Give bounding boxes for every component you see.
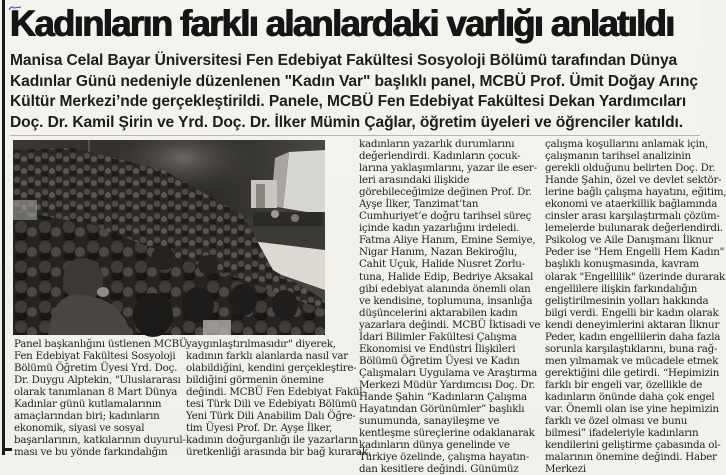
column-line: Nigar Hanım, Nazan Bekiroğlu,: [359, 246, 518, 259]
column-line: Panel başkanlığını üstlenen MCBÜ: [14, 338, 188, 350]
column-line: Peder, kadın engellilerin daha fazla: [545, 330, 721, 343]
column-line: sunumunda, sanayileşme ve: [359, 415, 500, 428]
column-line: çalışmanın tarihsel analizinin: [545, 150, 691, 163]
column-line: İdari Bilimler Fakültesi Çalışma: [359, 330, 517, 343]
lead-paragraph: [10, 51, 700, 133]
column-line: kadınların önünde daha çok engel: [545, 390, 715, 403]
column-line: olabildiğini, kendini gerçekleştire-: [186, 362, 357, 375]
column-line: Cumhuriyet’e doğru tarihsel süreç: [359, 210, 532, 223]
column-line: tuna, Halide Edip, Bedriye Aksakal: [359, 270, 534, 283]
column-line: Bölümü Öğretim Üyesi Yrd. Doç.: [14, 362, 178, 375]
lead-line: Manisa Celal Bayar Üniversitesi Fen Edebiyat Fakültesi Sosyoloji Bölümü tarafından Dünya: [10, 52, 678, 69]
column-line: ması ve bu yönde farkındalığın: [14, 446, 168, 459]
column-line: larına yaklaşımlarını, yazar ile eser-: [359, 162, 537, 175]
column-line: kadınların yazarlık durumlarını: [359, 138, 515, 150]
column-line: cinsler arası karşılaştırmalı çözüm-: [545, 210, 720, 223]
lead-line: Doç. Dr. Kamil Şirin ve Yrd. Doç. Dr. İlker Mümin Çağlar, öğretim üyeleri ve öğrenciler katıldı.: [10, 113, 683, 131]
column-line: olarak "Engellilik" üzerinde durarak: [545, 270, 726, 283]
column-line: düşüncelerini aktarabilen kadın: [359, 306, 518, 319]
column-line: olarak tanımlanan 8 Mart Dünya: [14, 386, 178, 399]
column-line: bildiğini görmenin önemine: [186, 374, 324, 387]
column-line: dan kesitlere değindi. Günümüz: [359, 463, 519, 475]
audience-photo-image: [13, 140, 325, 335]
column-line: ekonomi ve ataerkillik bağlamında: [545, 198, 718, 211]
column-line: başlıklı konuşmasında, kavram: [545, 258, 699, 271]
border-corner: [2, 448, 12, 451]
column-line: kadının farklı alanlarda nasıl var: [186, 350, 348, 363]
column-line: lemelerde bulunarak değerlendirdi.: [545, 222, 723, 235]
column-line: tesi Türk Dili ve Edebiyatı Bölümü: [186, 398, 357, 411]
column-line: sorunla karşılaştıklarını, buna rağ-: [545, 342, 718, 355]
column-line: Hande Şahin “Kadınların Çalışma: [359, 390, 527, 403]
column-line: kadınların dünya genelinde ve: [359, 439, 510, 452]
column-line: Psikolog ve Aile Danışmanı İlknur: [545, 234, 713, 247]
column-line: kentleşme süreçlerine odaklanarak: [359, 427, 535, 440]
article-column-2: [186, 338, 371, 459]
column-line: Hande Şahin, özel ve devlet sektör-: [545, 174, 722, 187]
column-line: Fen Edebiyat Fakültesi Sosyoloji: [14, 350, 176, 363]
column-line: tim Üyesi Prof. Dr. Ayşe İlker,: [186, 422, 333, 435]
column-line: içinde kadın yazarlığını irdeledi.: [359, 222, 520, 235]
column-line: Türkiye özelinde, çalışma hayatın-: [359, 451, 530, 464]
column-line: üretkenliği arasında bir bağ kurarak,: [186, 446, 371, 459]
column-line: Çalışmaları Uygulama ve Araştırma: [359, 366, 538, 379]
column-line: Ayşe İlker, Tanzimat’tan: [359, 198, 479, 211]
column-line: leri arasındaki ilişkide: [359, 174, 470, 187]
column-line: değindi. MCBÜ Fen Edebiyat Fakül-: [186, 386, 366, 399]
column-line: bilmesi” ifadeleriyle kadınların: [545, 427, 699, 440]
column-line: lerine bağlı çalışma hayatını, eğitim,: [545, 186, 726, 199]
column-line: kadının doğurganlığı ile yazarların: [186, 434, 359, 447]
column-line: malarının önemine değindi. Haber: [545, 451, 717, 464]
column-line: var. Önemli olan ise yine hepimizin: [545, 403, 719, 416]
conference-hall-photo: [13, 140, 325, 335]
divider: [10, 135, 700, 136]
column-line: ekonomik, siyasi ve sosyal: [14, 422, 145, 435]
column-line: bilgi verdi. Engelli bir kadın olarak: [545, 306, 719, 319]
column-line: Yeni Türk Dili Anabilim Dalı Öğre-: [186, 410, 356, 423]
column-line: başarılarının, katkılarının duyurul-: [14, 434, 186, 447]
left-border-rule: [2, 0, 5, 455]
column-line: geliştirilmesinin yolları hakkında: [545, 294, 709, 307]
column-line: men yılmamak ve mücadele etmek: [545, 354, 719, 367]
column-line: farklı bir engeli var, özellikle de: [545, 378, 703, 391]
column-line: farklı ve özel olması ve bunu: [545, 415, 688, 428]
column-line: kendilerini geliştirme çabasında ol-: [545, 439, 721, 452]
column-line: Peder ise "Hem Engelli Hem Kadın": [545, 246, 725, 259]
column-line: yaygınlaştırılmasıdır" diyerek,: [186, 338, 336, 350]
column-line: Cahit Uçuk, Halide Nusret Zorlu-: [359, 258, 525, 271]
column-line: yazarlara değindi. MCBÜ İktisadi ve: [359, 318, 541, 331]
column-line: engellilere ilişkin farkındalığın: [545, 282, 698, 295]
column-line: Ekonomisi ve Endüstri İlişkileri: [359, 342, 516, 355]
column-line: Hayatından Görünümler” başlıklı: [359, 403, 525, 416]
column-line: ve kendisine, toplumuna, insanlığa: [359, 294, 533, 307]
column-line: amaçlarından biri; kadınların: [14, 410, 160, 423]
column-line: Kadınlar günü kutlamalarının: [14, 398, 162, 411]
headline: Kadınların farklı alanlardaki varlığı anlatıldı: [10, 3, 674, 44]
article-column-4: [545, 138, 726, 475]
article-column-3: [359, 138, 541, 475]
column-line: çalışma koşullarını anlamak için,: [545, 138, 709, 150]
column-line: Fatma Aliye Hanım, Emine Semiye,: [359, 234, 536, 247]
column-line: görebileceğimize değinen Prof. Dr.: [359, 186, 532, 199]
column-line: gerekli olduğunu belirten Doç. Dr.: [545, 162, 716, 175]
column-line: Merkezi: [545, 463, 586, 475]
article-column-1: [14, 338, 188, 459]
column-line: Merkezi Müdür Yardımcısı Doç. Dr.: [359, 378, 535, 391]
column-line: kendi deneyimlerini aktaran İlknur: [545, 318, 720, 331]
lead-line: Kadınlar Günü nedeniyle düzenlenen "Kadın Var" başlıklı panel, MCBÜ Prof. Ümit Doğay Arınç: [10, 72, 698, 90]
column-line: değerlendirdi. Kadınların çocuk-: [359, 150, 521, 163]
column-line: gibi edebiyat alanında önemli olan: [359, 282, 531, 295]
column-line: gerektiğini dile getirdi. “Hepimizin: [545, 366, 720, 379]
column-line: Bölümü Öğretim Üyesi ve Kadın: [359, 354, 520, 367]
column-line: Dr. Duygu Alptekin, "Uluslararası: [14, 374, 181, 387]
lead-line: Kültür Merkezi’nde gerçekleştirildi. Panele, MCBÜ Fen Edebiyat Fakültesi Dekan Yardımcıları: [10, 93, 687, 110]
